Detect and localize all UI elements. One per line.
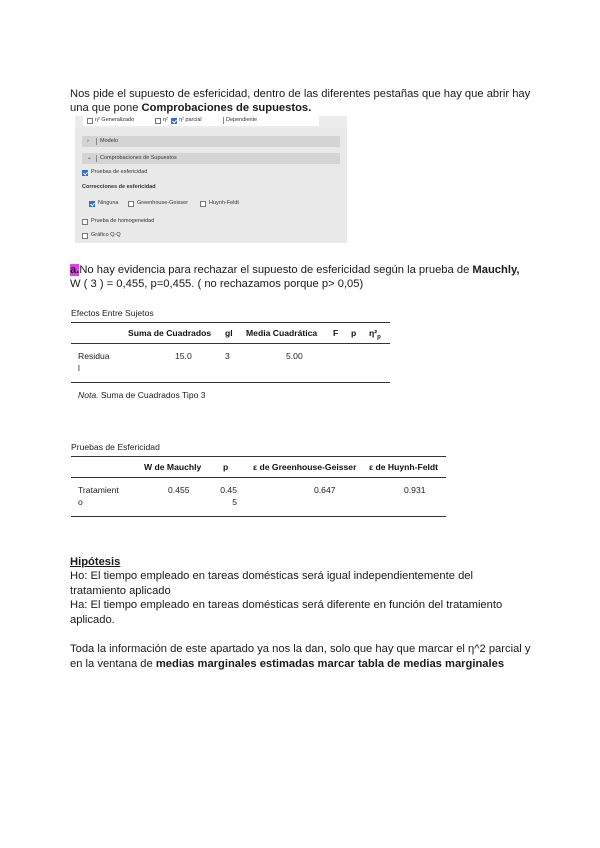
ho-line-2: tratamiento aplicado — [70, 585, 171, 597]
corrections-label: Correcciones de esfericidad — [82, 184, 156, 190]
table1-bottom-rule — [71, 382, 390, 383]
statement-marker: a. — [70, 264, 80, 276]
table1-note-italic: Nota. — [78, 390, 99, 400]
option-eta-parcial: η² parcial — [179, 117, 202, 123]
table1-title: Efectos Entre Sujetos — [71, 308, 154, 318]
chevron-down-icon: ⌄ — [87, 155, 92, 161]
table2-cell-hf: 0.931 — [404, 485, 426, 495]
table2-row-label — [78, 484, 119, 508]
closing-line-2-text: en la ventana de — [70, 658, 156, 670]
option-eta-generalizado: η² Generalizado — [95, 117, 135, 123]
intro-line-2 — [70, 101, 311, 116]
checkbox-eta — [155, 118, 161, 124]
table1-header-ss: Suma de Cuadrados — [128, 328, 212, 338]
table1-cell-gl: 3 — [225, 351, 230, 361]
statement-line-2: W ( 3 ) = 0,455, p=0,455. ( no rechazamos porque p> 0,05) — [70, 278, 364, 290]
table1-row-label — [78, 350, 110, 374]
table1-note-text: Suma de Cuadrados Tipo 3 — [98, 390, 206, 400]
option-eta: η² — [163, 117, 168, 123]
table1-cell-ss: 15.0 — [175, 351, 192, 361]
homogeneity-label: Prueba de homogeneidad — [91, 218, 155, 224]
table1-row-label-1: Residua — [78, 351, 110, 361]
options-screenshot — [75, 116, 347, 243]
table1-header-rule — [71, 343, 390, 344]
screenshot-top-options — [75, 116, 347, 128]
qq-label: Gráfico Q-Q — [91, 232, 121, 238]
table1-cell-ms: 5.00 — [286, 351, 303, 361]
statement-text: No hay evidencia para rechazar el supuesto de esfericidad según la prueba de — [79, 264, 473, 276]
statement-line-1 — [70, 263, 519, 278]
checkbox-sphericity-test — [82, 170, 88, 176]
checkbox-huynh — [200, 201, 206, 207]
table2-cell-gg: 0.647 — [314, 485, 336, 495]
checkbox-eta-parcial — [171, 118, 177, 124]
table2-bottom-rule — [71, 516, 446, 517]
hipotesis-heading: Hipótesis — [70, 556, 121, 568]
ha-line-2: aplicado. — [70, 614, 115, 626]
table1-top-rule — [71, 322, 390, 323]
table2-row-label-1: Tratamient — [78, 485, 119, 495]
table1-header-eta: $\eta^2_p$ — [369, 328, 381, 341]
checkbox-homogeneity — [82, 219, 88, 225]
table2-header-gg: ε de Greenhouse-Geisser — [253, 462, 357, 472]
correction-huynh: Huynh-Feldt — [209, 200, 239, 206]
correction-greenhouse: Greenhouse-Geisser — [137, 200, 189, 206]
checkbox-greenhouse — [128, 201, 134, 207]
table1-header-ms: Media Cuadrática — [246, 328, 318, 338]
closing-line-2-bold: medias marginales estimadas marcar tabla de medias marginales — [155, 658, 505, 670]
table2-cell-p-2: 5 — [232, 497, 237, 507]
option-dependiente: Dependiente — [223, 117, 257, 124]
table1-row-label-2: l — [78, 363, 80, 373]
closing-line-1: Toda la información de este apartado ya nos la dan, solo que hay que marcar el η^2 parcial y — [70, 643, 531, 655]
ho-line-1: Ho: El tiempo empleado en tareas domésticas será igual independientemente del — [70, 570, 473, 582]
checkbox-ninguna — [89, 201, 95, 207]
table1-header-f: F — [333, 328, 339, 338]
table2-header-p: p — [223, 462, 229, 472]
table2-title: Pruebas de Esfericidad — [71, 442, 160, 452]
closing-line-2 — [70, 657, 504, 672]
table2-cell-p-1: 0.45 — [220, 485, 237, 495]
table2-cell-p — [217, 484, 237, 508]
assumptions-label: Comprobaciones de Supuestos — [96, 155, 177, 162]
table2-header-hf: ε de Huynh-Feldt — [369, 462, 439, 472]
table1-header-gl: gl — [225, 328, 233, 338]
statement-bold: Mauchly, — [472, 264, 520, 276]
modelo-label: Modelo — [96, 138, 118, 145]
table1-header-p: p — [351, 328, 357, 338]
sphericity-test-label: Pruebas de esfericidad — [91, 169, 148, 175]
intro-line-1: Nos pide el supuesto de esfericidad, dentro de las diferentes pestañas que hay que abrir hay — [70, 88, 531, 100]
intro-line-2-text: una que pone — [70, 102, 142, 114]
table2-header-w: W de Mauchly — [144, 462, 202, 472]
table2-row-label-2: o — [78, 497, 83, 507]
ha-line-1: Ha: El tiempo empleado en tareas domésticas será diferente en función del tratamiento — [70, 599, 503, 611]
intro-line-2-bold: Comprobaciones de supuestos. — [141, 102, 312, 114]
table2-top-rule — [71, 456, 446, 457]
chevron-right-icon: › — [87, 138, 89, 144]
checkbox-eta-generalizado — [87, 118, 93, 124]
table2-header-rule — [71, 477, 446, 478]
correction-ninguna: Ninguna — [98, 200, 119, 206]
table1-note — [78, 390, 206, 400]
modelo-section-bar — [82, 136, 340, 147]
checkbox-qq — [82, 233, 88, 239]
assumptions-section-bar — [82, 153, 340, 164]
table2-cell-w: 0.455 — [168, 485, 190, 495]
